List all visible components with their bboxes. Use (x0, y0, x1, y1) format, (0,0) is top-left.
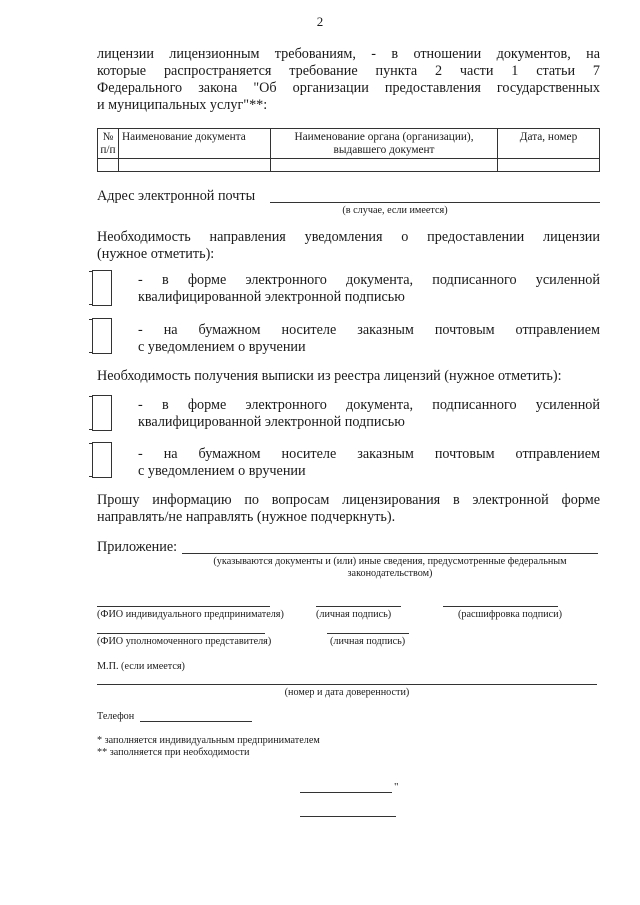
phone-label: Телефон (97, 711, 135, 722)
appendix-label: Приложение: (97, 539, 178, 555)
extract-paper-checkbox[interactable] (92, 442, 112, 478)
extract-opt1-line-2: квалифицированной электронной подписью (138, 414, 405, 430)
request-line-1: Прошу информацию по вопросам лицензирования в электронной форме (97, 492, 600, 508)
notice-line-2: (нужное отметить): (97, 246, 215, 262)
notice-opt1-line-1: - в форме электронного документа, подписанного усиленной (138, 272, 600, 288)
cell-date[interactable] (498, 159, 600, 172)
notice-opt2-line-2: с уведомлением о вручении (138, 339, 306, 355)
documents-table (97, 128, 600, 172)
notice-paper-checkbox[interactable] (92, 318, 112, 354)
page-number: 2 (316, 14, 324, 29)
extract-opt2-line-2: с уведомлением о вручении (138, 463, 306, 479)
extract-opt1-line-1: - в форме электронного документа, подписанного усиленной (138, 397, 600, 413)
appendix-field[interactable] (182, 553, 598, 554)
col-date-header: Дата, номер (498, 129, 600, 159)
extract-paper-option (138, 446, 600, 480)
fio-ip-field[interactable] (97, 606, 270, 607)
notice-line-1: Необходимость направления уведомления о предоставлении лицензии (97, 229, 600, 245)
intro-line-3: Федерального закона "Об организации предоставления государственных (97, 80, 600, 96)
col-organization-header: Наименование органа (организации), выдавшего документ (271, 129, 498, 159)
intro-line-2: которые распространяется требование пункта 2 части 1 статьи 7 (97, 63, 600, 79)
appendix-hint-2: законодательством) (347, 568, 433, 579)
end-quote-mark: " (394, 781, 399, 793)
end-line-1 (300, 792, 392, 793)
notice-paper-option (138, 322, 600, 356)
extract-opt2-line-1: - на бумажном носителе заказным почтовым отправлением (138, 446, 600, 462)
email-hint: (в случае, если имеется) (342, 205, 448, 216)
table-header-row (98, 129, 600, 159)
extract-line-1: Необходимость получения выписки из реестра лицензий (нужное отметить): (97, 368, 562, 384)
intro-line-1: лицензии лицензионным требованиям, - в отношении документов, на (97, 46, 600, 62)
request-line-2: направлять/не направлять (нужное подчеркнуть). (97, 509, 396, 525)
appendix-hint-1: (указываются документы и (или) иные сведения, предусмотренные федеральным (213, 556, 567, 567)
extract-electronic-checkbox[interactable] (92, 395, 112, 431)
notice-electronic-option (138, 272, 600, 306)
decode-field[interactable] (443, 606, 558, 607)
signature2-hint: (личная подпись) (330, 636, 406, 647)
email-field[interactable] (270, 202, 600, 203)
cell-number[interactable] (98, 159, 119, 172)
documents-table-wrap (97, 128, 600, 172)
notice-opt2-line-1: - на бумажном носителе заказным почтовым отправлением (138, 322, 600, 338)
intro-line-4: и муниципальных услуг"**: (97, 97, 268, 113)
phone-field[interactable] (140, 721, 252, 722)
seal-label: М.П. (если имеется) (97, 661, 185, 672)
fio-ip-hint: (ФИО индивидуального предпринимателя) (97, 609, 284, 620)
table-row[interactable] (98, 159, 600, 172)
email-label: Адрес электронной почты (97, 188, 256, 204)
notice-electronic-checkbox[interactable] (92, 270, 112, 306)
cell-document[interactable] (119, 159, 271, 172)
decode-hint: (расшифровка подписи) (458, 609, 562, 620)
power-of-attorney-field[interactable] (97, 684, 597, 685)
power-of-attorney-hint: (номер и дата доверенности) (284, 687, 410, 698)
signature-hint: (личная подпись) (316, 609, 392, 620)
signature-field[interactable] (316, 606, 401, 607)
col-number-header: № п/п (98, 129, 119, 159)
fio-rep-field[interactable] (97, 633, 265, 634)
extract-electronic-option (138, 397, 600, 431)
end-line-2 (300, 816, 396, 817)
col-document-header: Наименование документа (119, 129, 271, 159)
cell-organization[interactable] (271, 159, 498, 172)
footnote-1: * заполняется индивидуальным предпринимателем (97, 735, 320, 746)
signature2-field[interactable] (327, 633, 409, 634)
notice-opt1-line-2: квалифицированной электронной подписью (138, 289, 405, 305)
fio-rep-hint: (ФИО уполномоченного представителя) (97, 636, 272, 647)
footnote-2: ** заполняется при необходимости (97, 747, 250, 758)
